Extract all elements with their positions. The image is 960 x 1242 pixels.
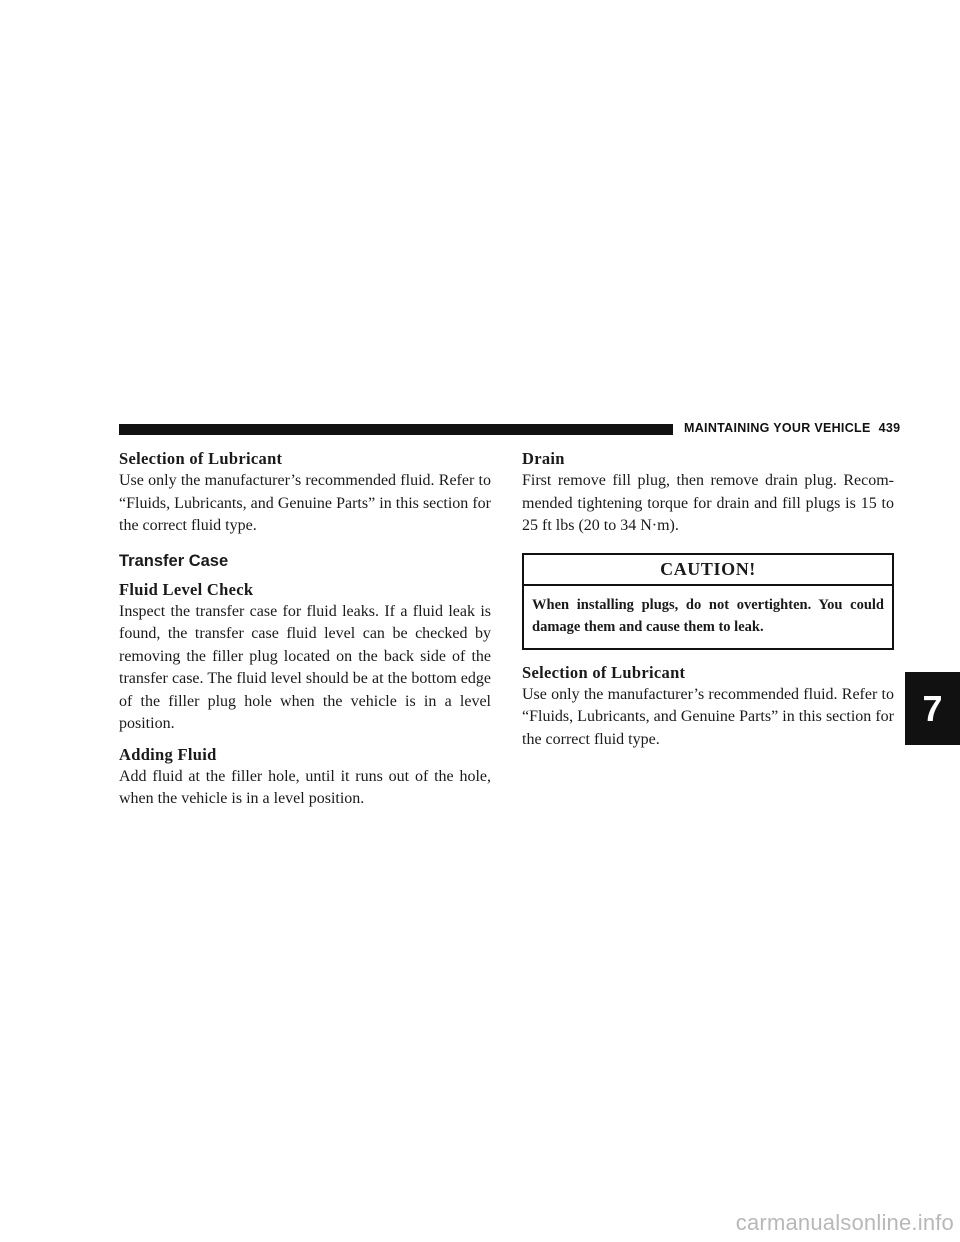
fluid-check-heading: Fluid Level Check [119, 579, 254, 599]
header-rule [119, 424, 673, 435]
drain-heading: Drain [522, 449, 565, 468]
lubricant-text: Use only the manufacturer’s recommended fluid. Refer to “Fluids, Lubricants, and Genuine Parts” in this section for the correct fluid type. [119, 472, 491, 534]
watermark: carmanualsonline.info [735, 1210, 954, 1235]
right-column [522, 448, 894, 751]
lubricant-text-2: Use only the manufacturer’s recommended fluid. Refer to “Fluids, Lubricants, and Genuine Parts” in this section for the correct fluid type. [522, 685, 894, 748]
adding-fluid-heading: Adding Fluid [119, 744, 217, 764]
left-column [119, 448, 491, 811]
lubricant-heading-2: Selection of Lubricant [522, 662, 686, 682]
page-number: 439 [878, 421, 901, 435]
caution-box [522, 553, 894, 650]
caution-text: When installing plugs, do not overtighten. You could damage them and cause them to leak. [532, 596, 884, 635]
section-heading: Transfer Case [119, 551, 229, 570]
header-title: MAINTAINING YOUR VEHICLE [684, 421, 871, 435]
caution-title: CAUTION! [524, 555, 892, 586]
chapter-tab: 7 [905, 672, 960, 745]
adding-fluid-text: Add fluid at the filler hole, until it runs out of the hole, when the vehicle is in a level position. [119, 767, 491, 807]
drain-text: First remove fill plug, then remove drain plug. Recom-mended tightening torque for drain and fill plugs is 15 to 25 ft lbs (20 to 34 N·m). [522, 472, 894, 534]
fluid-check-text: Inspect the transfer case for fluid leaks. If a fluid leak is found, the transfer case fluid level can be checked by removing the filler plug located on the back side of the transfer case. The fluid level should be at the bottom edge of the filler plug hole when the vehicle is in a level position. [119, 602, 491, 732]
lubricant-heading: Selection of Lubricant [119, 449, 283, 468]
running-header [684, 421, 900, 435]
